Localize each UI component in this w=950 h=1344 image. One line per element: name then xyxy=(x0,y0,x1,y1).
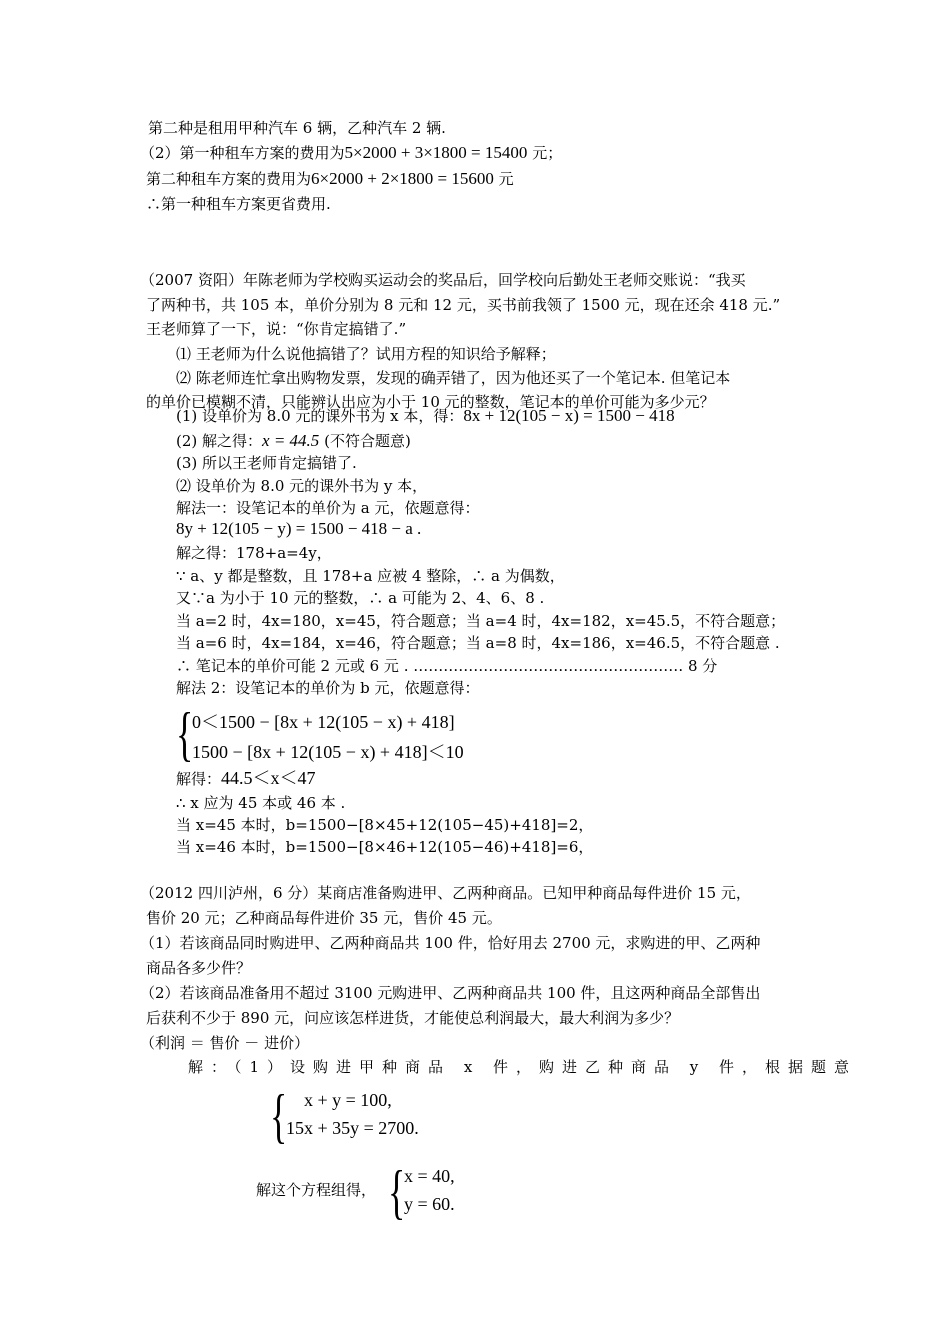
solution-line xyxy=(176,406,675,426)
math-expression: 8x + 12(105 − x) = 1500 − 418 xyxy=(463,406,675,425)
problem-text: （2012 四川泸州，6 分）某商店准备购进甲、乙两种商品。已知甲种商品每件进价 15 元， xyxy=(140,884,751,902)
system-row: 1500 − [8x + 12(105 − x) + 418]＜10 xyxy=(192,742,464,762)
solution-line: ∴ 笔记本的单价可能 2 元或 6 元 . ……………………………………………… 8 分 xyxy=(176,657,718,675)
text-fragment: (不符合题意) xyxy=(324,432,411,450)
question-text: 后获利不少于 890 元，问应该怎样进货，才能使总利润最大，最大利润为多少？ xyxy=(146,1009,680,1027)
system-row: y = 60. xyxy=(404,1194,455,1214)
solution-line: ∴ x 应为 45 本或 46 本 . xyxy=(176,794,346,812)
text-fragment: 解得： xyxy=(176,770,222,788)
solution-line: 当 a=6 时，4x=184，x=46，符合题意；当 a=8 时，4x=186，x=46.5，不符合题意 . xyxy=(176,634,780,652)
solution-line: 当 x=46 本时，b=1500−[8×46+12(105−46)+418]=6， xyxy=(176,838,594,856)
text-fragment: 元 xyxy=(498,170,514,188)
solution-line: ∵ a、y 都是整数，且 178+a 应被 4 整除，∴ a 为偶数， xyxy=(176,567,565,585)
system-row: 15x + 35y = 2700. xyxy=(286,1118,419,1138)
solution-line xyxy=(176,768,316,789)
problem-text: 售价 20 元；乙种商品每件进价 35 元，售价 45 元。 xyxy=(146,909,502,927)
math-expression: x = 44.5 xyxy=(262,431,320,450)
solution-line: 解：（1）设购进甲种商品 x 件，购进乙种商品 y 件，根据题意 xyxy=(188,1058,858,1076)
system-row: x = 40, xyxy=(404,1166,455,1186)
text-fragment: （2）第一种租车方案的费用为 xyxy=(140,144,345,162)
problem-text: 了两种书，共 105 本，单价分别为 8 元和 12 元，买书前我领了 1500 元，现在还余 418 元.” xyxy=(146,296,781,314)
solution-line: ⑵ 设单价为 8.0 元的课外书为 y 本， xyxy=(176,477,428,495)
text-line xyxy=(146,169,514,189)
text-fragment: 第二种租车方案的费用为 xyxy=(146,170,312,188)
solution-line: 当 a=2 时，4x=180，x=45，符合题意；当 a=4 时，4x=182，x=45.5，不符合题意； xyxy=(176,612,786,630)
method-title: 解法一：设笔记本的单价为 a 元，依题意得： xyxy=(176,499,480,517)
math-expression: 8y + 12(105 − y) = 1500 − 418 − a . xyxy=(176,519,422,538)
left-brace: { xyxy=(388,1159,406,1225)
left-brace: { xyxy=(176,701,194,767)
solution-line: 解这个方程组得， xyxy=(256,1181,377,1199)
equation-system xyxy=(388,1159,508,1225)
math-expression: 6×2000 + 2×1800 = 15600 xyxy=(311,169,494,188)
left-brace: { xyxy=(270,1083,288,1149)
question-text: ⑴ 王老师为什么说他搞错了？试用方程的知识给予解释； xyxy=(176,345,556,363)
solution-line: (3) 所以王老师肯定搞错了. xyxy=(176,454,357,472)
method-title: 解法 2：设笔记本的单价为 b 元，依题意得： xyxy=(176,679,480,697)
inequality-system xyxy=(176,701,496,767)
text-fragment: 元； xyxy=(532,144,563,162)
solution-line xyxy=(176,431,411,451)
text-line: ∴第一种租车方案更省费用. xyxy=(146,195,331,213)
math-expression: 5×2000 + 3×1800 = 15400 xyxy=(344,143,528,162)
equation-system xyxy=(270,1083,470,1149)
note-text: （利润 ＝ 售价 － 进价） xyxy=(140,1034,310,1052)
solution-line: 解之得：178+a=4y， xyxy=(176,544,332,562)
text-line: 第二种是租用甲种汽车 6 辆，乙种汽车 2 辆. xyxy=(148,119,446,137)
question-text: （2）若该商品准备用不超过 3100 元购进甲、乙两种商品共 100 件，且这两种商品全部售出 xyxy=(140,984,761,1002)
text-fragment: (2) 解之得： xyxy=(176,432,263,450)
solution-line: 当 x=45 本时，b=1500−[8×45+12(105−45)+418]=2， xyxy=(176,816,594,834)
system-row: x + y = 100, xyxy=(304,1090,392,1110)
question-text: 的单价已模糊不清，只能辨认出应为小于 10 元的整数，笔记本的单价可能为多少元？ xyxy=(146,393,715,411)
text-line xyxy=(140,143,562,163)
question-text: （1）若该商品同时购进甲、乙两种商品共 100 件，恰好用去 2700 元，求购进的甲、乙两种 xyxy=(140,934,761,952)
problem-text: （2007 资阳）年陈老师为学校购买运动会的奖品后，回学校向后勤处王老师交账说：“我买 xyxy=(140,271,746,289)
math-expression: 44.5＜x＜47 xyxy=(221,768,316,788)
system-row: 0＜1500 − [8x + 12(105 − x) + 418] xyxy=(192,712,455,732)
solution-line: 又∵a 为小于 10 元的整数，∴ a 可能为 2、4、6、8 . xyxy=(176,589,545,607)
text-fragment: (1) 设单价为 8.0 元的课外书为 x 本，得： xyxy=(176,407,464,425)
question-text: ⑵ 陈老师连忙拿出购物发票，发现的确弄错了，因为他还买了一个笔记本. 但笔记本 xyxy=(176,369,731,387)
problem-text: 王老师算了一下，说：“你肯定搞错了.” xyxy=(146,320,407,338)
question-text: 商品各多少件？ xyxy=(146,959,252,977)
